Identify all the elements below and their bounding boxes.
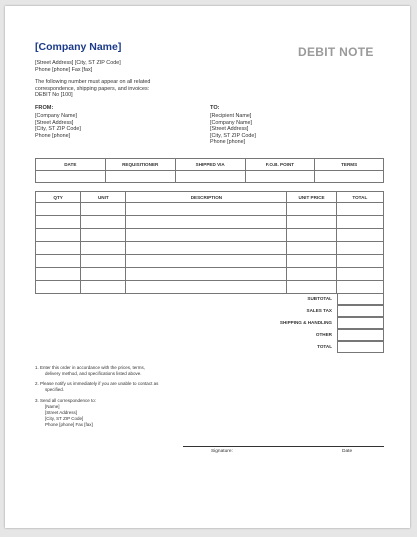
item-cell[interactable]: [36, 242, 81, 255]
note-2-line-2: specified.: [45, 387, 65, 392]
item-cell[interactable]: [287, 268, 336, 281]
debit-number: DEBIT No [100]: [35, 92, 73, 98]
table-row: [36, 255, 384, 268]
order-cell[interactable]: [245, 171, 315, 183]
note-2-line-1: 2. Please notify us immediately if you are unable to contact as: [35, 381, 159, 386]
date-label: Date: [342, 449, 353, 454]
col-total: TOTAL: [336, 192, 383, 203]
notice-line-2: correspondence, shipping papers, and invoices:: [35, 85, 150, 92]
col-requisitioner: REQUISITIONER: [105, 159, 175, 171]
total-row: [235, 341, 384, 353]
to-line: [Company Name]: [210, 119, 252, 126]
from-line: Phone [phone]: [35, 132, 71, 139]
signature-field[interactable]: [183, 447, 313, 457]
table-row: [36, 216, 384, 229]
item-cell[interactable]: [36, 216, 81, 229]
document-page: [5, 6, 410, 528]
shipping-row: [235, 317, 384, 329]
table-row: [36, 229, 384, 242]
to-label: TO:: [210, 105, 220, 111]
item-cell[interactable]: [336, 229, 383, 242]
to-line: Phone [phone]: [210, 139, 246, 145]
to-line: [Recipient Name]: [210, 113, 252, 119]
item-cell[interactable]: [336, 255, 383, 268]
date-field[interactable]: [355, 447, 384, 457]
col-date: DATE: [36, 159, 106, 171]
item-cell[interactable]: [336, 268, 383, 281]
shipping-label: SHIPPING & HANDLING: [279, 320, 332, 325]
sales-tax-row: [235, 305, 384, 317]
company-name: [Company Name]: [35, 41, 122, 53]
from-line: [Street Address]: [35, 119, 74, 126]
item-cell[interactable]: [336, 281, 383, 294]
contact-line: [Name]: [45, 404, 60, 409]
subtotal-field[interactable]: [337, 293, 384, 305]
col-unit-price: UNIT PRICE: [287, 192, 336, 203]
col-terms: TERMS: [315, 159, 384, 171]
notice-line-1: The following number must appear on all related: [35, 79, 151, 85]
contact-line: [City, ST ZIP Code]: [45, 416, 84, 421]
order-cell[interactable]: [175, 171, 245, 183]
from-line: [City, ST ZIP Code]: [35, 126, 81, 132]
item-cell[interactable]: [126, 268, 287, 281]
col-fob-point: F.O.B. POINT: [245, 159, 315, 171]
table-row: [36, 171, 384, 183]
item-cell[interactable]: [126, 203, 287, 216]
sales-tax-field[interactable]: [337, 305, 384, 317]
item-cell[interactable]: [126, 255, 287, 268]
item-cell[interactable]: [287, 281, 336, 294]
table-row: [36, 281, 384, 294]
item-cell[interactable]: [36, 229, 81, 242]
signature-label: Signature:: [211, 449, 233, 454]
item-cell[interactable]: [81, 242, 126, 255]
subtotal-row: [235, 293, 384, 305]
document-title: DEBIT NOTE: [298, 45, 374, 59]
item-cell[interactable]: [36, 268, 81, 281]
item-cell[interactable]: [126, 229, 287, 242]
item-cell[interactable]: [287, 203, 336, 216]
item-cell[interactable]: [81, 281, 126, 294]
item-cell[interactable]: [126, 281, 287, 294]
col-shipped-via: SHIPPED VIA: [175, 159, 245, 171]
item-cell[interactable]: [336, 216, 383, 229]
shipping-field[interactable]: [337, 317, 384, 329]
items-table: [35, 191, 384, 294]
note-1-line-1: 1. Enter this order in accordance with the prices, terms,: [35, 365, 146, 370]
other-row: [235, 329, 384, 341]
item-cell[interactable]: [287, 216, 336, 229]
item-cell[interactable]: [287, 242, 336, 255]
contact-line: [Street Address]: [45, 410, 78, 415]
from-line: [Company Name]: [35, 113, 77, 119]
total-label: TOTAL: [317, 344, 332, 349]
company-address: [Street Address] [City, ST ZIP Code]: [35, 60, 121, 66]
table-row: [36, 242, 384, 255]
col-unit: UNIT: [81, 192, 126, 203]
total-field[interactable]: [337, 341, 384, 353]
item-cell[interactable]: [81, 268, 126, 281]
note-1-line-2: delivery method, and specifications listed above.: [45, 371, 142, 376]
col-description: DESCRIPTION: [126, 192, 287, 203]
note-3: 3. Send all correspondence to:: [35, 398, 97, 403]
item-cell[interactable]: [287, 255, 336, 268]
other-label: OTHER: [315, 332, 332, 337]
order-cell[interactable]: [315, 171, 384, 183]
item-cell[interactable]: [126, 216, 287, 229]
item-cell[interactable]: [81, 255, 126, 268]
sales-tax-label: SALES TAX: [306, 308, 332, 313]
col-qty: QTY: [36, 192, 81, 203]
to-line: [Street Address]: [210, 126, 249, 132]
company-phone: Phone [phone] Fax [fax]: [35, 66, 93, 73]
item-cell[interactable]: [336, 203, 383, 216]
item-cell[interactable]: [336, 242, 383, 255]
item-cell[interactable]: [81, 229, 126, 242]
item-cell[interactable]: [36, 203, 81, 216]
item-cell[interactable]: [81, 203, 126, 216]
order-details-table: [35, 158, 384, 183]
contact-line: Phone [phone] Fax [fax]: [45, 422, 93, 427]
item-cell[interactable]: [81, 216, 126, 229]
other-field[interactable]: [337, 329, 384, 341]
from-label: FROM:: [35, 105, 54, 111]
item-cell[interactable]: [36, 255, 81, 268]
item-cell[interactable]: [287, 229, 336, 242]
subtotal-label: SUBTOTAL: [307, 296, 332, 301]
table-row: [36, 203, 384, 216]
order-cell[interactable]: [36, 171, 106, 183]
item-cell[interactable]: [126, 242, 287, 255]
table-row: [36, 268, 384, 281]
order-cell[interactable]: [105, 171, 175, 183]
to-line: [City, ST ZIP Code]: [210, 132, 256, 139]
item-cell[interactable]: [36, 281, 81, 294]
